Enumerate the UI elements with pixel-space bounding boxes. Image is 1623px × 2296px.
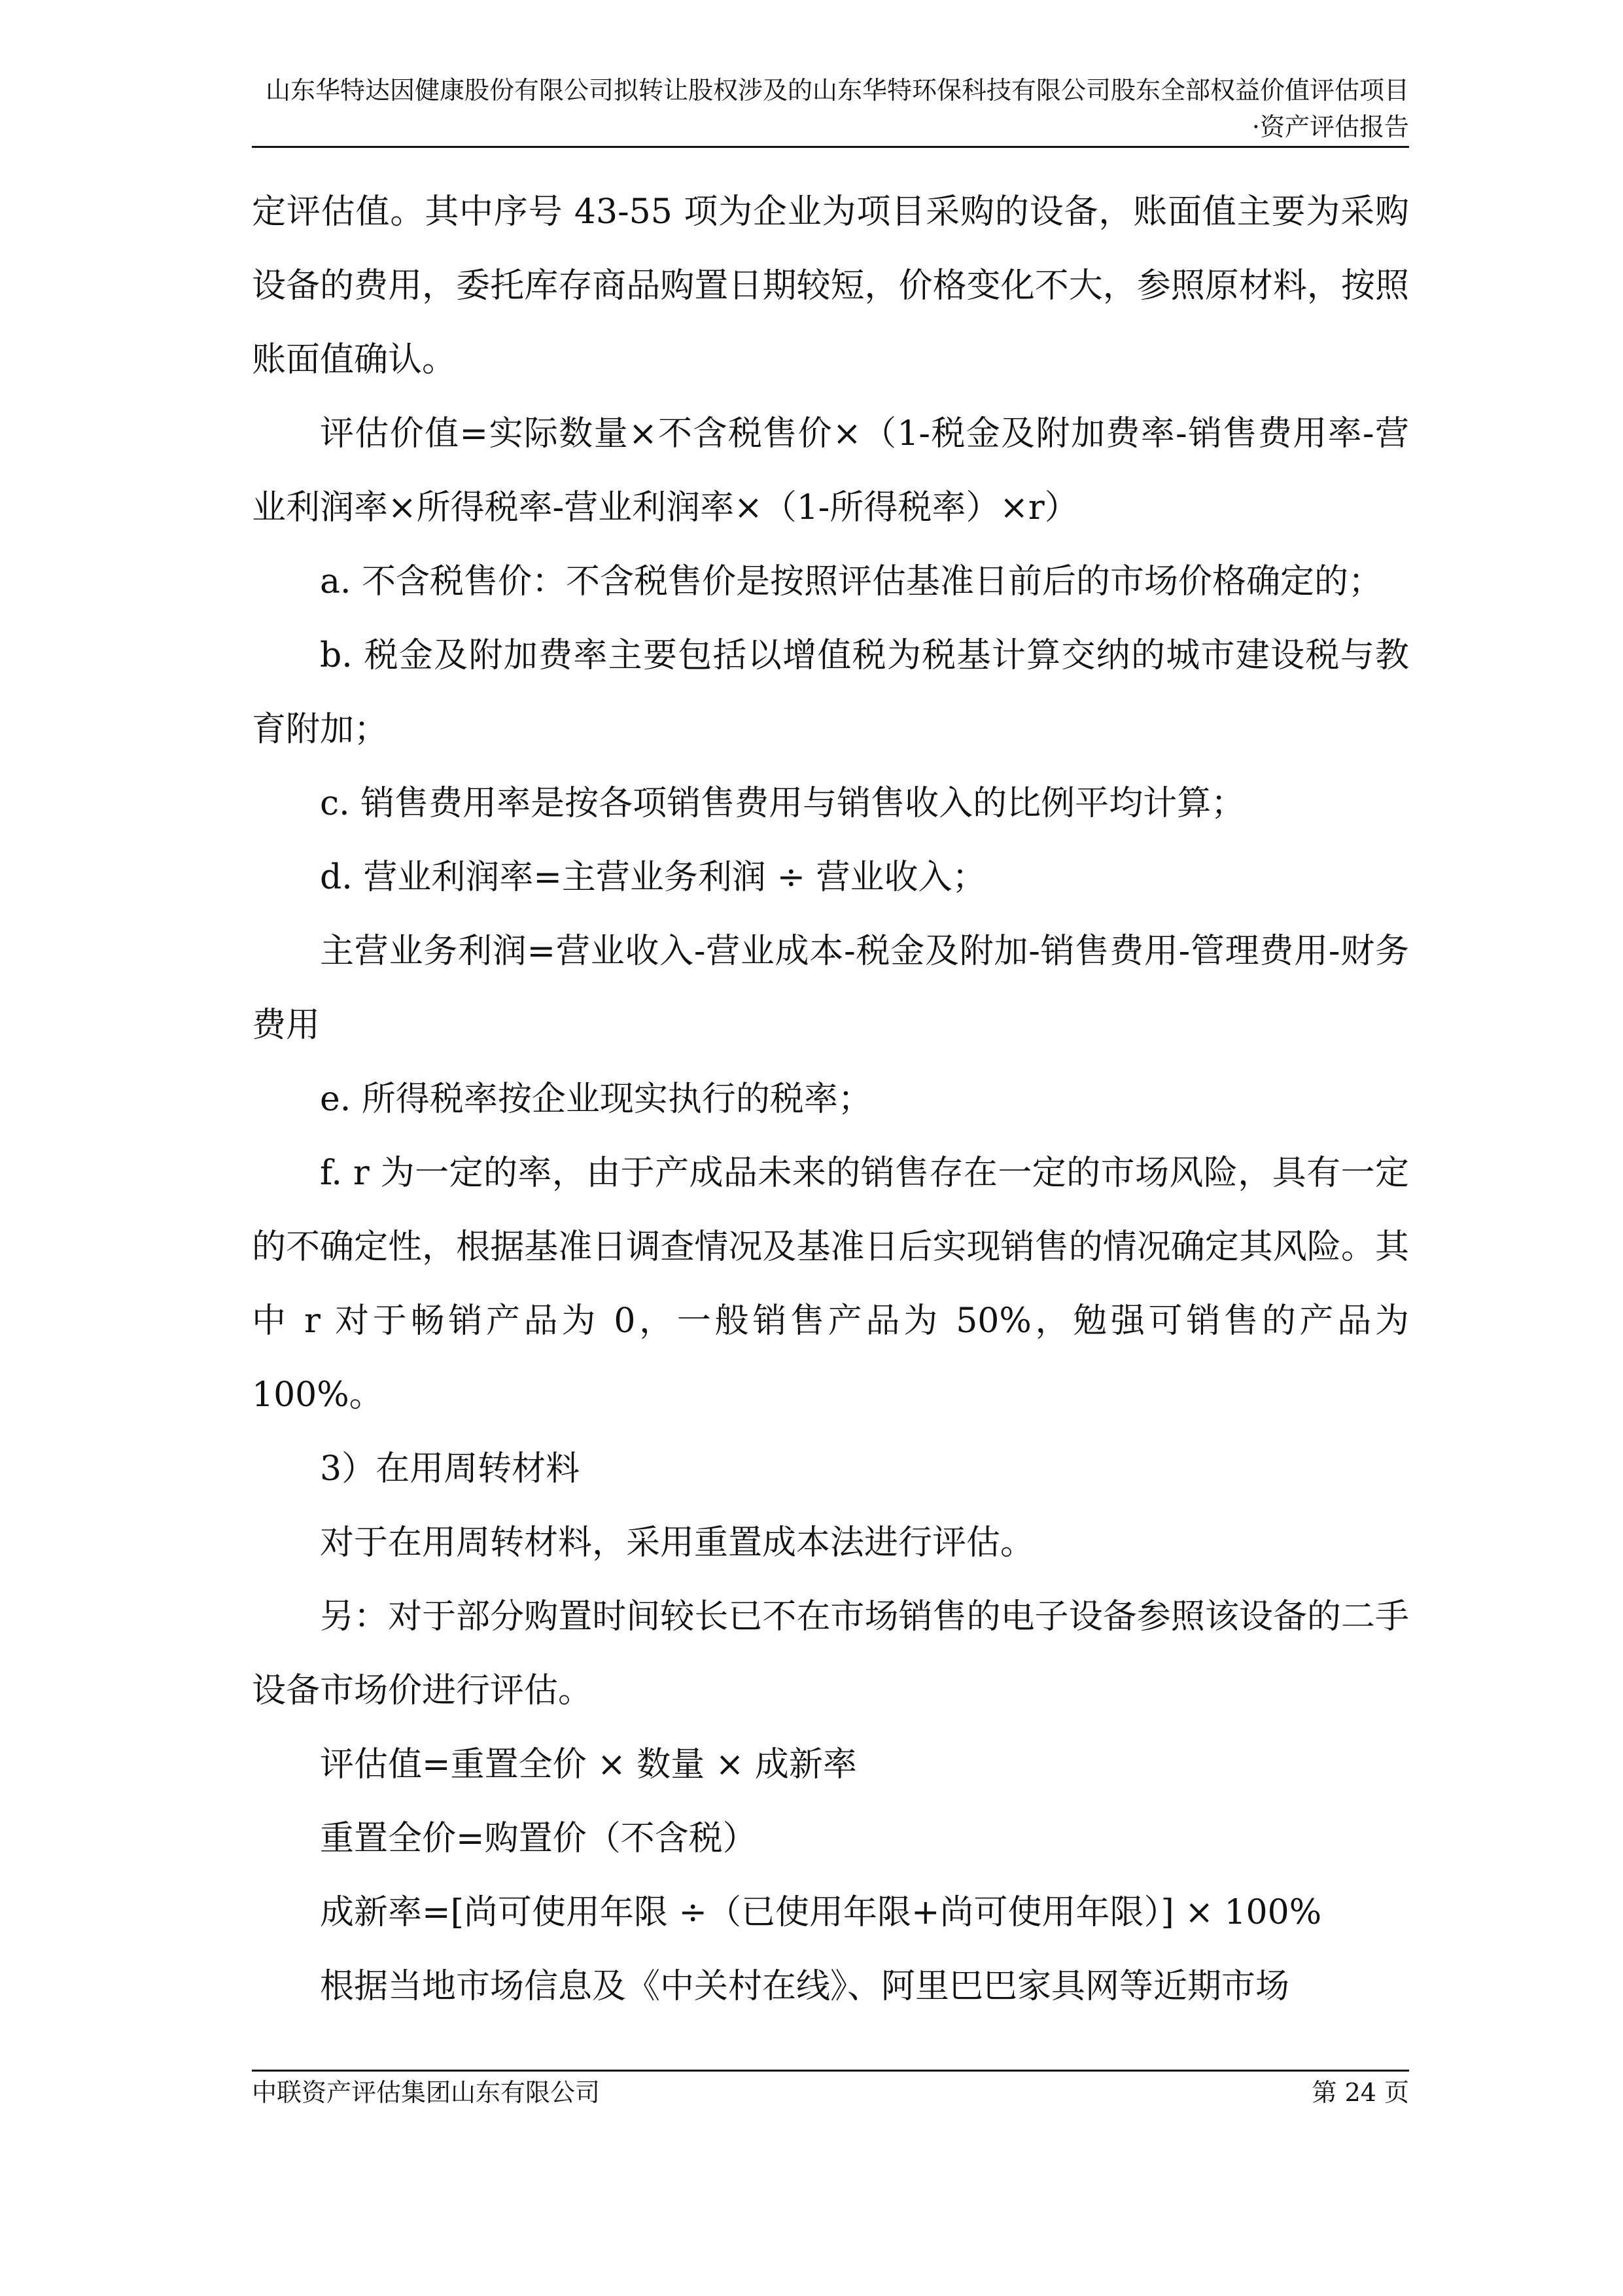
footer-divider <box>252 2070 1409 2072</box>
document-body <box>252 175 1409 2024</box>
footer-company: 中联资产评估集团山东有限公司 <box>252 2078 601 2107</box>
paragraph-newness-rate-formula: 成新率=[尚可使用年限 ÷（已使用年限+尚可使用年限）] × 100% <box>320 1893 1322 1932</box>
header-report-type: ·资产评估报告 <box>1251 113 1409 141</box>
section-heading-revolving-materials: 3）在用周转材料 <box>320 1449 580 1489</box>
paragraph-main-profit-formula: 主营业务利润=营业收入-营业成本-税金及附加-销售费用-管理费用-财务费用 <box>252 932 1409 1045</box>
paragraph-item-f: f. r 为一定的率，由于产成品未来的销售存在一定的市场风险，具有一定的不确定性，根据基准日调查情况及基准日后实现销售的情况确定其风险。其中 r 对于畅销产品为 0，一般销售产品为 50%，勉强可销售的产品为 100%。 <box>252 1154 1409 1415</box>
paragraph-item-a: a. 不含税售价：不含税售价是按照评估基准日前后的市场价格确定的； <box>320 562 1383 601</box>
paragraph-continuation: 定评估值。其中序号 43-55 项为企业为项目采购的设备，账面值主要为采购设备的费用，委托库存商品购置日期较短，价格变化不大，参照原材料，按照账面值确认。 <box>252 192 1409 380</box>
paragraph-second-hand-note: 另：对于部分购置时间较长已不在市场销售的电子设备参照该设备的二手设备市场价进行评估。 <box>252 1597 1409 1710</box>
paragraph-market-info: 根据当地市场信息及《中关村在线》、阿里巴巴家具网等近期市场 <box>320 1967 1290 2006</box>
paragraph-item-d: d. 营业利润率=主营业务利润 ÷ 营业收入； <box>320 858 986 897</box>
page-header <box>252 72 1409 145</box>
paragraph-value-formula: 评估值=重置全价 × 数量 × 成新率 <box>320 1745 857 1784</box>
paragraph-valuation-formula: 评估价值=实际数量×不含税售价×（1-税金及附加费率-销售费用率-营业利润率×所得税率-营业利润率×（1-所得税率）×r） <box>252 414 1409 527</box>
header-divider <box>252 146 1409 148</box>
paragraph-item-e: e. 所得税率按企业现实执行的税率； <box>320 1080 872 1119</box>
page-number: 第 24 页 <box>1312 2078 1409 2107</box>
paragraph-replacement-cost-method: 对于在用周转材料，采用重置成本法进行评估。 <box>320 1523 1035 1563</box>
header-report-title: 山东华特达因健康股份有限公司拟转让股权涉及的山东华特环保科技有限公司股东全部权益价值评估项目 <box>265 76 1409 105</box>
paragraph-item-c: c. 销售费用率是按各项销售费用与销售收入的比例平均计算； <box>320 784 1246 823</box>
paragraph-item-b: b. 税金及附加费率主要包括以增值税为税基计算交纳的城市建设税与教育附加； <box>252 636 1409 749</box>
paragraph-replacement-price-formula: 重置全价=购置价（不含税） <box>320 1819 757 1858</box>
